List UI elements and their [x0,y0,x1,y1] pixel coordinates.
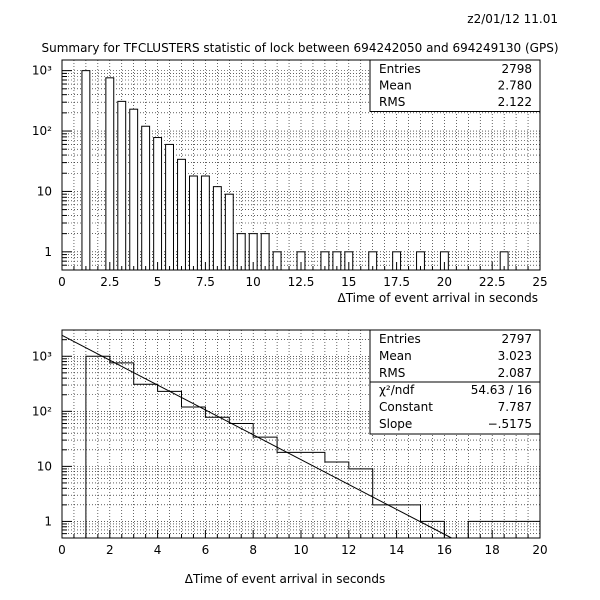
x-tick-label: 0 [58,543,66,557]
y-tick-label: 1 [44,514,52,529]
stats-label: Mean [379,78,412,93]
stats-label: Constant [379,400,433,414]
stats-label: Entries [379,332,421,346]
x-tick-label: 4 [153,543,162,557]
x-tick-label: 5 [153,275,162,289]
datestamp: z2/01/12 11.01 [467,12,558,26]
x-tick-label: 16 [436,543,453,557]
x-tick-label: 2.5 [100,275,120,289]
x-tick-label: 17.5 [383,275,410,289]
stats-value: 54.63 / 16 [470,383,532,397]
x-tick-label: 14 [388,543,405,557]
x-tick-label: 25 [532,275,548,289]
histogram-bar-7 [178,159,186,270]
y-tick-label: 10² [31,124,52,139]
x-axis-label: ΔTime of event arrival in seconds [184,572,386,586]
stats-label: RMS [379,95,406,109]
x-tick-label: 18 [484,543,500,557]
histogram-bar-4 [142,126,150,270]
histogram-bar-8 [190,176,198,270]
stats-value: 2798 [501,62,532,76]
stats-value: 2797 [501,332,532,346]
x-tick-label: 6 [201,543,210,557]
x-tick-label: 0 [58,275,66,289]
histogram-bar-5 [154,138,162,270]
x-tick-label: 8 [249,543,258,557]
stats-value: −.5175 [487,417,532,431]
stats-value: 3.023 [497,349,532,363]
y-tick-label: 10³ [31,349,52,364]
y-tick-label: 10 [36,459,52,474]
histogram-bar-2 [118,101,126,270]
y-tick-label: 1 [44,244,52,259]
histogram-bar-1 [106,78,114,270]
histogram-bar-6 [166,144,174,270]
stats-label: Mean [379,349,412,363]
histogram-bar-11 [225,194,233,270]
histogram-bar-0 [82,71,90,270]
y-tick-label: 10³ [31,63,52,78]
stats-value: 7.787 [497,400,532,414]
stats-label: RMS [379,366,406,380]
histogram-bar-3 [130,109,138,270]
x-tick-label: 22.5 [478,275,506,289]
stats-value: 2.780 [497,78,532,93]
x-tick-label: 10 [293,543,309,557]
histogram-bar-10 [213,187,221,270]
stats-label: Entries [379,62,421,76]
histogram-bar-12 [237,234,245,270]
x-tick-label: 15 [341,275,357,289]
x-tick-label: 10 [245,275,261,289]
x-tick-label: 7.5 [195,275,215,289]
x-tick-label: 20 [436,275,453,289]
stats-label: Slope [379,417,413,431]
x-tick-label: 12 [341,543,357,557]
y-tick-label: 10 [36,184,52,199]
histogram-bar-9 [201,176,209,270]
stats-box [370,60,540,112]
histogram-bar-14 [261,234,269,270]
stats-value: 2.122 [497,95,532,109]
x-tick-label: 12.5 [287,275,315,289]
y-tick-label: 10² [31,404,52,419]
chart-title: Summary for TFCLUSTERS statistic of lock between 694242050 and 694249130 (GPS) [41,41,559,55]
x-axis-label: ΔTime of event arrival in seconds [337,291,538,305]
x-tick-label: 2 [105,543,114,557]
stats-box [370,330,540,434]
stats-label: χ²/ndf [379,383,415,397]
x-tick-label: 20 [532,543,548,557]
stats-value: 2.087 [497,366,532,380]
